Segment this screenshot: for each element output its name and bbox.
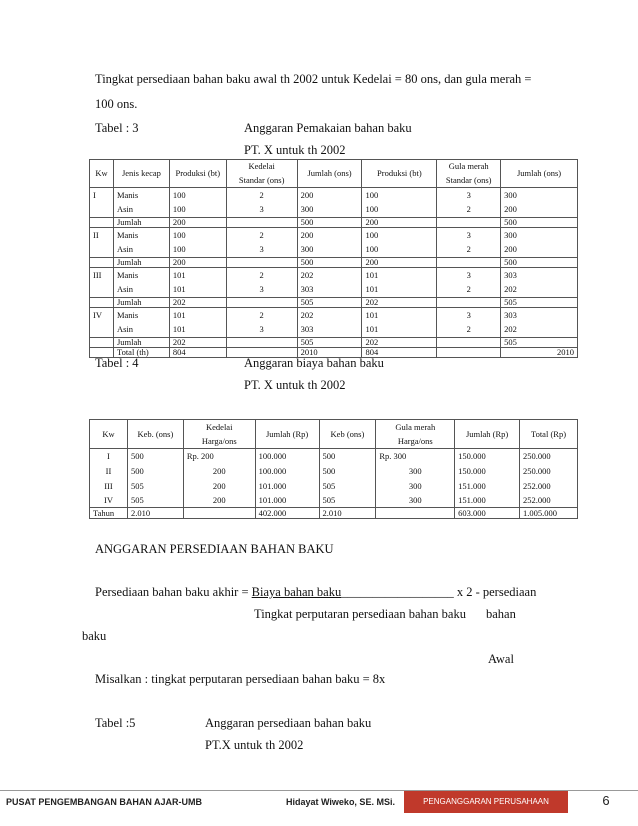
table4-title-2: PT. X untuk th 2002 xyxy=(244,378,346,392)
table-cell: 202 xyxy=(362,298,437,308)
header-produksi: Produksi (bt) xyxy=(169,160,226,188)
table-row xyxy=(90,283,578,298)
header-produksi: Produksi (bt) xyxy=(362,160,437,188)
table-cell: 200 xyxy=(183,479,255,494)
table-cell: 200 xyxy=(501,243,578,258)
table-cell: 3 xyxy=(226,323,297,338)
table-cell xyxy=(90,203,114,218)
table-cell xyxy=(226,258,297,268)
table-cell: 505 xyxy=(297,338,362,348)
table-cell xyxy=(376,508,455,519)
table-cell xyxy=(437,218,501,228)
table-cell: 2 xyxy=(226,308,297,323)
footer-course-badge: PENGANGGARAN PERUSAHAAN xyxy=(404,791,568,813)
table-cell: 1.005.000 xyxy=(520,508,578,519)
table-cell: 100 xyxy=(169,203,226,218)
table-cell xyxy=(90,283,114,298)
table-cell: 2 xyxy=(437,283,501,298)
jenis-cell: Manis xyxy=(113,228,169,243)
table-cell: 2010 xyxy=(501,348,578,358)
table-cell: 101 xyxy=(362,308,437,323)
header-gula-standar xyxy=(437,160,501,188)
table3-header-row xyxy=(90,160,578,188)
header-standar: Standar (ons) xyxy=(445,175,492,185)
header-kedelai-harga xyxy=(183,420,255,449)
table-row xyxy=(90,218,578,228)
table-cell: 100.000 xyxy=(255,449,319,464)
jenis-cell: Asin xyxy=(113,283,169,298)
header-gula-harga xyxy=(376,420,455,449)
table-cell: 101 xyxy=(362,268,437,283)
kw-cell: III xyxy=(90,479,128,494)
table-cell xyxy=(90,258,114,268)
header-kw: Kw xyxy=(90,160,114,188)
table-cell: 300 xyxy=(376,494,455,508)
table-row xyxy=(90,308,578,323)
table-cell: 100 xyxy=(362,203,437,218)
table-cell: 200 xyxy=(169,258,226,268)
kw-cell: IV xyxy=(90,494,128,508)
table-cell: 200 xyxy=(183,464,255,479)
table-row xyxy=(90,464,578,479)
kw-cell: II xyxy=(90,228,114,243)
table-cell: 303 xyxy=(297,323,362,338)
table-cell: 200 xyxy=(362,258,437,268)
jenis-cell: Asin xyxy=(113,323,169,338)
misalkan-text: Misalkan : tingkat perputaran persediaan bahan baku = 8x xyxy=(95,672,386,686)
table-cell xyxy=(90,243,114,258)
table-cell: 250.000 xyxy=(520,449,578,464)
table-cell xyxy=(90,218,114,228)
table-cell: 505 xyxy=(297,298,362,308)
table-cell: 3 xyxy=(437,308,501,323)
table-cell: 2 xyxy=(437,203,501,218)
table-cell xyxy=(437,258,501,268)
table-cell: 200 xyxy=(501,203,578,218)
table-cell: 151.000 xyxy=(455,479,520,494)
table-row xyxy=(90,228,578,243)
table-cell: 804 xyxy=(362,348,437,358)
table-cell: 300 xyxy=(297,203,362,218)
table-cell: 303 xyxy=(297,283,362,298)
table-cell: 3 xyxy=(437,228,501,243)
table-cell: 252.000 xyxy=(520,479,578,494)
table-cell: 101 xyxy=(169,268,226,283)
jumlah-cell: Jumlah xyxy=(113,338,169,348)
table-cell: 150.000 xyxy=(455,449,520,464)
header-jumlah: Jumlah (ons) xyxy=(501,160,578,188)
table-cell: Rp. 300 xyxy=(376,449,455,464)
table-cell: 505 xyxy=(127,479,183,494)
table-cell: 101 xyxy=(362,323,437,338)
table-cell: 505 xyxy=(501,298,578,308)
header-kedelai: Kedelai xyxy=(248,161,275,172)
table-cell: 202 xyxy=(297,308,362,323)
table-cell: 3 xyxy=(437,188,501,203)
table-cell: 101 xyxy=(169,323,226,338)
table3-title-1: Anggaran Pemakaian bahan baku xyxy=(244,121,412,135)
header-gula: Gula merah xyxy=(395,421,436,432)
table-cell: 101.000 xyxy=(255,479,319,494)
table-cell: 505 xyxy=(127,494,183,508)
page-footer xyxy=(0,790,638,813)
table-cell: 303 xyxy=(501,268,578,283)
table-cell: 100 xyxy=(362,243,437,258)
table-cell: 2 xyxy=(226,228,297,243)
table-row xyxy=(90,268,578,283)
table-cell: 202 xyxy=(362,338,437,348)
table-cell: 2 xyxy=(437,323,501,338)
total-label-cell: Total (th) xyxy=(113,348,169,358)
kw-cell: II xyxy=(90,464,128,479)
table-cell: 100 xyxy=(362,188,437,203)
table-cell: 300 xyxy=(501,188,578,203)
header-jenis: Jenis kecap xyxy=(113,160,169,188)
table-cell: 252.000 xyxy=(520,494,578,508)
table-cell: 202 xyxy=(169,338,226,348)
table-cell: 200 xyxy=(362,218,437,228)
table-cell xyxy=(90,323,114,338)
table5-label: Tabel :5 xyxy=(95,716,136,730)
formula-denominator: Tingkat perputaran persediaan bahan baku xyxy=(254,607,466,621)
table-cell: 3 xyxy=(226,243,297,258)
table-cell: 402.000 xyxy=(255,508,319,519)
jumlah-cell: Jumlah xyxy=(113,298,169,308)
header-jumlah: Jumlah (Rp) xyxy=(455,420,520,449)
table-cell xyxy=(226,338,297,348)
tahun-label-cell: Tahun xyxy=(90,508,128,519)
jenis-cell: Asin xyxy=(113,203,169,218)
table-cell: 100 xyxy=(362,228,437,243)
table-cell: 101 xyxy=(169,308,226,323)
table-cell xyxy=(90,298,114,308)
table-cell: 202 xyxy=(501,283,578,298)
table-cell: 101.000 xyxy=(255,494,319,508)
footer-author: Hidayat Wiweko, SE. MSi. xyxy=(286,797,395,807)
table-cell: 2 xyxy=(226,188,297,203)
table-cell xyxy=(437,338,501,348)
table-cell: 3 xyxy=(226,203,297,218)
table4-label: Tabel : 4 xyxy=(95,356,139,370)
jenis-cell: Manis xyxy=(113,268,169,283)
table5-title-1: Anggaran persediaan bahan baku xyxy=(205,716,372,730)
header-harga: Harga/ons xyxy=(201,435,237,446)
header-keb: Keb (ons) xyxy=(319,420,376,449)
jenis-cell: Manis xyxy=(113,188,169,203)
formula-line xyxy=(95,585,536,600)
table-cell xyxy=(226,298,297,308)
header-kedelai-standar xyxy=(226,160,297,188)
table-cell: 603.000 xyxy=(455,508,520,519)
header-gula: Gula merah xyxy=(448,161,489,172)
table-cell xyxy=(90,338,114,348)
formula-baku: baku xyxy=(82,629,107,643)
section-heading: ANGGARAN PERSEDIAAN BAHAN BAKU xyxy=(95,542,334,556)
table-cell: 2010 xyxy=(297,348,362,358)
formula-numerator: Biaya bahan baku xyxy=(251,585,342,599)
table-cell: 300 xyxy=(376,479,455,494)
jenis-cell: Asin xyxy=(113,243,169,258)
intro-line-2: 100 ons. xyxy=(95,97,138,111)
table-row xyxy=(90,188,578,203)
table-cell: 202 xyxy=(501,323,578,338)
table-cell: 200 xyxy=(169,218,226,228)
table-row xyxy=(90,243,578,258)
table-cell: 303 xyxy=(501,308,578,323)
table-row xyxy=(90,479,578,494)
table-cell: 3 xyxy=(437,268,501,283)
table-cell: 505 xyxy=(319,494,376,508)
table-row-tahun xyxy=(90,508,578,519)
table-row xyxy=(90,203,578,218)
table-cell: 804 xyxy=(169,348,226,358)
footer-institution: PUSAT PENGEMBANGAN BAHAN AJAR-UMB xyxy=(6,797,203,807)
formula-prefix: Persediaan bahan baku akhir = xyxy=(95,585,252,599)
table-cell: 100.000 xyxy=(255,464,319,479)
formula-bahan: bahan xyxy=(486,607,516,621)
jumlah-cell: Jumlah xyxy=(113,258,169,268)
table-cell xyxy=(183,508,255,519)
table-row xyxy=(90,494,578,508)
table4 xyxy=(89,419,578,519)
kw-cell: IV xyxy=(90,308,114,323)
table4-title-1: Anggaran biaya bahan baku xyxy=(244,356,384,370)
page-number: 6 xyxy=(602,793,610,808)
header-keb: Keb. (ons) xyxy=(127,420,183,449)
table4-header-row xyxy=(90,420,578,449)
formula-blank: __________________ xyxy=(341,585,454,599)
table-cell: 500 xyxy=(501,258,578,268)
table-cell: 500 xyxy=(297,218,362,228)
table-row xyxy=(90,449,578,464)
header-kedelai: Kedelai xyxy=(206,421,233,432)
header-jumlah: Jumlah (ons) xyxy=(297,160,362,188)
table-cell: Rp. 200 xyxy=(183,449,255,464)
table-cell: 500 xyxy=(501,218,578,228)
header-jumlah: Jumlah (Rp) xyxy=(255,420,319,449)
table-cell: 500 xyxy=(127,464,183,479)
table-cell: 500 xyxy=(297,258,362,268)
table3 xyxy=(89,159,578,358)
table-cell: 202 xyxy=(297,268,362,283)
table-cell: 300 xyxy=(297,243,362,258)
table-cell: 151.000 xyxy=(455,494,520,508)
intro-line-1: Tingkat persediaan bahan baku awal th 2002 untuk Kedelai = 80 ons, dan gula merah = xyxy=(95,72,532,86)
table-cell: 2 xyxy=(437,243,501,258)
table5-title-2: PT.X untuk th 2002 xyxy=(205,738,304,752)
formula-awal: Awal xyxy=(488,652,514,666)
table-cell: 202 xyxy=(169,298,226,308)
table-cell: 505 xyxy=(501,338,578,348)
formula-suffix: x 2 - persediaan xyxy=(453,585,537,599)
table-cell: 150.000 xyxy=(455,464,520,479)
table-cell: 3 xyxy=(226,283,297,298)
table-cell: 500 xyxy=(127,449,183,464)
jenis-cell: Manis xyxy=(113,308,169,323)
table-cell: 101 xyxy=(362,283,437,298)
table-cell: 2.010 xyxy=(319,508,376,519)
table-cell: 2.010 xyxy=(127,508,183,519)
table-row xyxy=(90,258,578,268)
table3-title-2: PT. X untuk th 2002 xyxy=(244,143,346,157)
table-cell: 200 xyxy=(297,228,362,243)
table3-label: Tabel : 3 xyxy=(95,121,139,135)
header-kw: Kw xyxy=(90,420,128,449)
table-row xyxy=(90,298,578,308)
jumlah-cell: Jumlah xyxy=(113,218,169,228)
table-cell: 100 xyxy=(169,243,226,258)
header-total: Total (Rp) xyxy=(520,420,578,449)
kw-cell: I xyxy=(90,188,114,203)
table-cell: 200 xyxy=(183,494,255,508)
table-cell: 500 xyxy=(319,464,376,479)
table-cell: 300 xyxy=(501,228,578,243)
table-cell: 250.000 xyxy=(520,464,578,479)
kw-cell: I xyxy=(90,449,128,464)
table-cell: 100 xyxy=(169,228,226,243)
table-cell: 100 xyxy=(169,188,226,203)
table-cell xyxy=(437,298,501,308)
table-cell: 2 xyxy=(226,268,297,283)
table-cell: 505 xyxy=(319,479,376,494)
table-cell: 300 xyxy=(376,464,455,479)
table-row xyxy=(90,338,578,348)
table-cell xyxy=(226,218,297,228)
table-cell: 200 xyxy=(297,188,362,203)
header-standar: Standar (ons) xyxy=(238,175,285,185)
header-harga: Harga/ons xyxy=(397,435,433,446)
table-cell xyxy=(437,348,501,358)
table-cell: 101 xyxy=(169,283,226,298)
table-row xyxy=(90,323,578,338)
table-cell: 500 xyxy=(319,449,376,464)
kw-cell: III xyxy=(90,268,114,283)
